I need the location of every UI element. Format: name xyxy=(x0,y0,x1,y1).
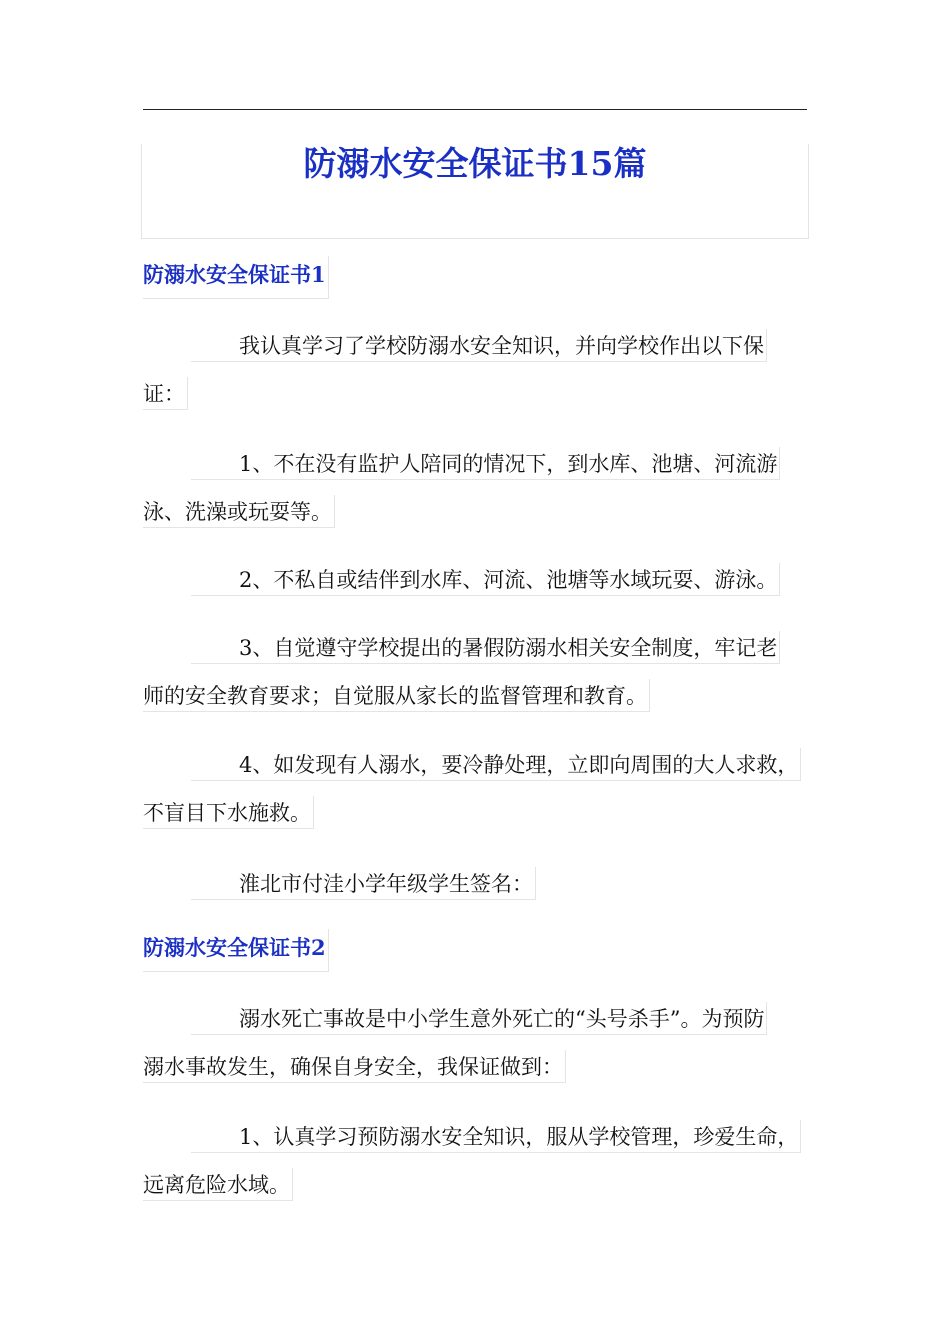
text-line: 泳、洗澡或玩耍等。 xyxy=(143,495,335,528)
section-1-paragraph-4 xyxy=(143,624,807,720)
title-box xyxy=(141,144,809,239)
text-line: 师的安全教育要求；自觉服从家长的监督管理和教育。 xyxy=(143,679,650,712)
section-1-paragraph-5 xyxy=(143,741,807,837)
section-2-paragraph-1 xyxy=(143,995,807,1091)
document-title: 防溺水安全保证书15篇 xyxy=(303,144,647,183)
text-line: 淮北市付洼小学年级学生签名： xyxy=(191,867,536,900)
text-line: 溺水事故发生，确保自身安全，我保证做到： xyxy=(143,1050,566,1083)
text-line: 远离危险水域。 xyxy=(143,1168,293,1201)
section-1-paragraph-3 xyxy=(143,556,807,604)
text-line: 1、不在没有监护人陪同的情况下，到水库、池塘、河流游 xyxy=(191,447,780,480)
text-line: 溺水死亡事故是中小学生意外死亡的“头号杀手”。为预防 xyxy=(191,1002,767,1035)
section-1-paragraph-1 xyxy=(143,322,807,418)
section-1-paragraph-2 xyxy=(143,440,807,536)
section-1-heading: 防溺水安全保证书1 xyxy=(143,256,329,299)
text-line: 4、如发现有人溺水，要冷静处理，立即向周围的大人求救， xyxy=(191,748,801,781)
header-rule xyxy=(143,109,807,110)
section-2-paragraph-2 xyxy=(143,1113,807,1209)
text-line: 不盲目下水施救。 xyxy=(143,796,314,829)
section-2-heading: 防溺水安全保证书2 xyxy=(143,929,329,972)
text-line: 我认真学习了学校防溺水安全知识，并向学校作出以下保 xyxy=(191,329,767,362)
text-line: 3、自觉遵守学校提出的暑假防溺水相关安全制度，牢记老 xyxy=(191,631,780,664)
text-line: 证： xyxy=(143,377,188,410)
signature-line xyxy=(143,860,807,908)
text-line: 2、不私自或结伴到水库、河流、池塘等水域玩耍、游泳。 xyxy=(191,563,780,596)
text-line: 1、认真学习预防溺水安全知识，服从学校管理，珍爱生命， xyxy=(191,1120,801,1153)
